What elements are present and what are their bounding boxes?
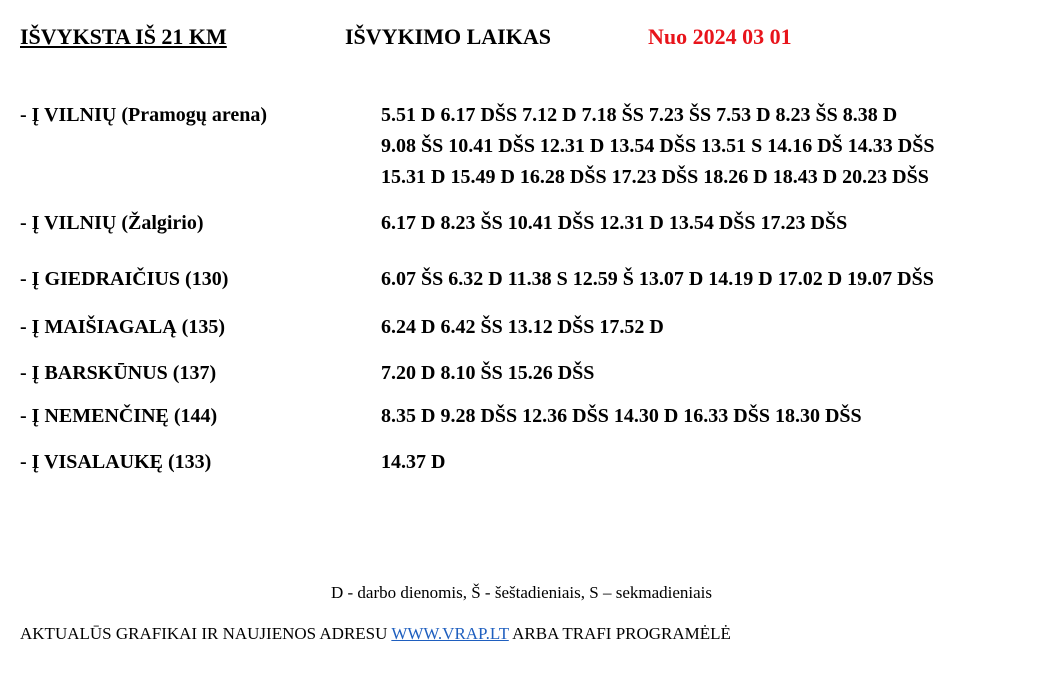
footer-text-before: AKTUALŪS GRAFIKAI IR NAUJIENOS ADRESU: [20, 624, 392, 643]
route-departure-times: [381, 358, 1021, 389]
effective-date: Nuo 2024 03 01: [648, 24, 792, 49]
route-destination: - Į VILNIŲ (Žalgirio): [20, 212, 204, 234]
route-destination: - Į BARSKŪNUS (137): [20, 362, 217, 384]
route-departure-times: [381, 312, 1021, 343]
route-destination: - Į MAIŠIAGALĄ (135): [20, 316, 225, 338]
times-line: 6.17 D 8.23 ŠS 10.41 DŠS 12.31 D 13.54 DŠS 17.23 DŠS: [381, 212, 848, 234]
route-destination: - Į GIEDRAIČIUS (130): [20, 268, 229, 290]
departs-from-title: IŠVYKSTA IŠ 21 KM: [20, 24, 227, 49]
route-departure-times: [381, 447, 1021, 478]
times-line: 7.20 D 8.10 ŠS 15.26 DŠS: [381, 362, 595, 384]
departure-time-title: IŠVYKIMO LAIKAS: [345, 24, 551, 49]
footer-notice: [20, 624, 731, 644]
times-line: 6.24 D 6.42 ŠS 13.12 DŠS 17.52 D: [381, 316, 664, 338]
route-destination: - Į VILNIŲ (Pramogų arena): [20, 104, 268, 126]
times-line: 9.08 ŠS 10.41 DŠS 12.31 D 13.54 DŠS 13.51 S 14.16 DŠ 14.33 DŠS: [381, 135, 935, 157]
route-destination: - Į VISALAUKĘ (133): [20, 451, 212, 473]
route-departure-times: [381, 401, 1021, 432]
route-departure-times: [381, 100, 1021, 193]
legend-text: D - darbo dienomis, Š - šeštadieniais, S – sekmadieniais: [330, 583, 713, 602]
vrap-website-link[interactable]: WWW.VRAP.LT: [391, 624, 509, 643]
route-destination: - Į NEMENČINĘ (144): [20, 405, 218, 427]
route-departure-times: [381, 208, 1021, 239]
route-departure-times: [381, 264, 1021, 295]
footer-text-after: ARBA TRAFI PROGRAMĖLĖ: [508, 624, 731, 643]
times-line: 14.37 D: [381, 451, 446, 473]
times-line: 6.07 ŠS 6.32 D 11.38 S 12.59 Š 13.07 D 14.19 D 17.02 D 19.07 DŠS: [381, 268, 934, 290]
schedule-header: [20, 24, 1023, 56]
times-line: 15.31 D 15.49 D 16.28 DŠS 17.23 DŠS 18.26 D 18.43 D 20.23 DŠS: [381, 166, 929, 188]
times-line: 5.51 D 6.17 DŠS 7.12 D 7.18 ŠS 7.23 ŠS 7.53 D 8.23 ŠS 8.38 D: [381, 104, 898, 126]
times-line: 8.35 D 9.28 DŠS 12.36 DŠS 14.30 D 16.33 DŠS 18.30 DŠS: [381, 405, 862, 427]
